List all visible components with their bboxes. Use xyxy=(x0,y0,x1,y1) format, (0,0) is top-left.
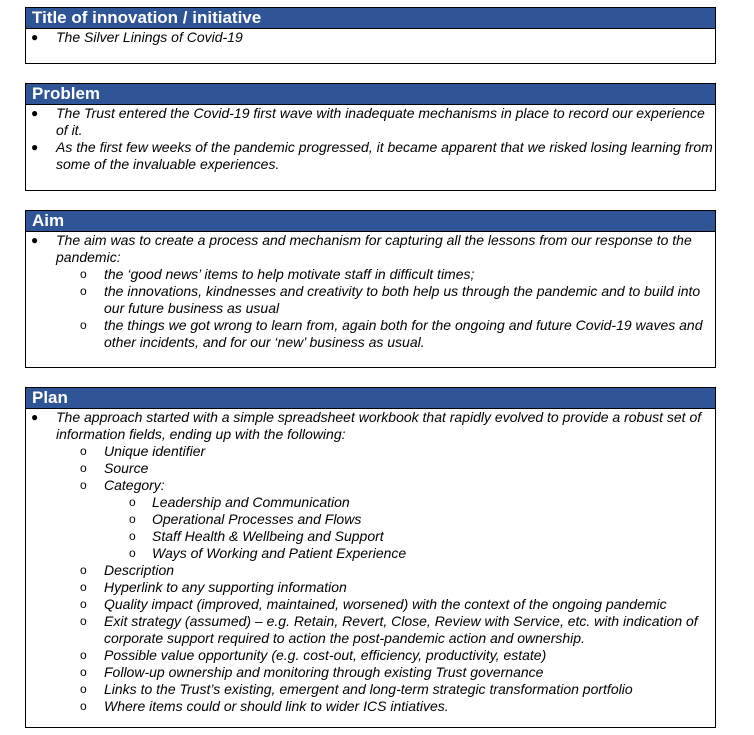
title-list xyxy=(26,29,715,46)
plan-field: Quality impact (improved, maintained, worsened) with the context of the ongoing pandemic xyxy=(104,596,667,612)
circle-bullet-icon: o xyxy=(80,597,87,611)
list-item xyxy=(26,596,715,613)
aim-section-heading: Aim xyxy=(26,211,715,232)
plan-section xyxy=(25,387,716,728)
list-item xyxy=(26,477,715,494)
list-item xyxy=(26,105,715,139)
plan-field: Description xyxy=(104,562,175,578)
list-item xyxy=(26,681,715,698)
plan-fields-list xyxy=(26,443,715,494)
aim-intro: The aim was to create a process and mechanism for capturing all the lessons from our response to the pandemic: xyxy=(56,232,692,265)
plan-field: Where items could or should link to wider ICS intiatives. xyxy=(104,698,449,714)
plan-list xyxy=(26,409,715,443)
problem-section-heading: Problem xyxy=(26,84,715,105)
list-item xyxy=(26,698,715,715)
list-item xyxy=(26,139,715,173)
plan-field: Follow-up ownership and monitoring through existing Trust governance xyxy=(104,664,544,680)
bullet-icon: ● xyxy=(31,233,39,247)
list-item xyxy=(26,562,715,579)
list-item xyxy=(26,647,715,664)
list-item xyxy=(26,409,715,443)
plan-categories-list xyxy=(26,494,715,562)
aim-sub-text: the ‘good news’ items to help motivate staff in difficult times; xyxy=(104,266,475,282)
aim-section xyxy=(25,210,716,368)
circle-bullet-icon: o xyxy=(80,699,87,713)
circle-bullet-icon: o xyxy=(80,444,87,458)
plan-field: Source xyxy=(104,460,149,476)
circle-bullet-icon: o xyxy=(80,461,87,475)
plan-field: Exit strategy (assumed) – e.g. Retain, Revert, Close, Review with Service, etc. with indication of corporate support required to action the post-pandemic action and ownership. xyxy=(104,613,698,646)
aim-sub-text: the things we got wrong to learn from, again both for the ongoing and future Covid-19 waves and other incidents, and for our ‘new’ business as usual. xyxy=(104,317,703,350)
plan-category: Staff Health & Wellbeing and Support xyxy=(152,528,384,544)
list-item xyxy=(26,283,715,317)
aim-list xyxy=(26,232,715,266)
list-item xyxy=(26,232,715,266)
plan-section-heading: Plan xyxy=(26,388,715,409)
circle-bullet-icon: o xyxy=(80,648,87,662)
list-item xyxy=(26,613,715,647)
circle-bullet-icon: o xyxy=(80,614,87,628)
circle-bullet-icon: o xyxy=(129,546,136,560)
problem-section xyxy=(25,83,716,191)
plan-category: Leadership and Communication xyxy=(152,494,350,510)
bullet-icon: ● xyxy=(31,410,39,424)
plan-intro: The approach started with a simple spreadsheet workbook that rapidly evolved to provide a robust set of information fields, ending up with the following: xyxy=(56,409,702,442)
plan-field: Possible value opportunity (e.g. cost-out, efficiency, productivity, estate) xyxy=(104,647,547,663)
plan-category: Ways of Working and Patient Experience xyxy=(152,545,407,561)
plan-field: Unique identifier xyxy=(104,443,206,459)
bullet-icon: ● xyxy=(31,106,39,120)
list-item xyxy=(26,494,715,511)
circle-bullet-icon: o xyxy=(80,318,87,332)
circle-bullet-icon: o xyxy=(80,478,87,492)
problem-list xyxy=(26,105,715,173)
plan-field: Links to the Trust’s existing, emergent and long-term strategic transformation portfolio xyxy=(104,681,633,697)
list-item xyxy=(26,29,715,46)
list-item xyxy=(26,266,715,283)
list-item xyxy=(26,579,715,596)
circle-bullet-icon: o xyxy=(129,495,136,509)
problem-text: As the first few weeks of the pandemic progressed, it became apparent that we risked losing learning from some of the invaluable experiences. xyxy=(56,139,713,172)
title-section xyxy=(25,7,716,64)
circle-bullet-icon: o xyxy=(80,665,87,679)
circle-bullet-icon: o xyxy=(80,563,87,577)
list-item xyxy=(26,511,715,528)
list-item xyxy=(26,664,715,681)
plan-field: Category: xyxy=(104,477,165,493)
plan-fields-list-continued xyxy=(26,562,715,715)
circle-bullet-icon: o xyxy=(129,512,136,526)
circle-bullet-icon: o xyxy=(129,529,136,543)
bullet-icon: ● xyxy=(31,30,39,44)
circle-bullet-icon: o xyxy=(80,580,87,594)
title-section-heading: Title of innovation / initiative xyxy=(26,8,715,29)
list-item xyxy=(26,545,715,562)
problem-text: The Trust entered the Covid-19 first wave with inadequate mechanisms in place to record our experience of it. xyxy=(56,105,705,138)
list-item xyxy=(26,443,715,460)
list-item xyxy=(26,317,715,351)
circle-bullet-icon: o xyxy=(80,267,87,281)
circle-bullet-icon: o xyxy=(80,284,87,298)
plan-category: Operational Processes and Flows xyxy=(152,511,362,527)
bullet-icon: ● xyxy=(31,140,39,154)
circle-bullet-icon: o xyxy=(80,682,87,696)
aim-sub-text: the innovations, kindnesses and creativity to both help us through the pandemic and to build into our future business as usual xyxy=(104,283,701,316)
plan-field: Hyperlink to any supporting information xyxy=(104,579,347,595)
aim-sub-list xyxy=(26,266,715,351)
initiative-title: The Silver Linings of Covid-19 xyxy=(56,29,243,45)
list-item xyxy=(26,528,715,545)
list-item xyxy=(26,460,715,477)
